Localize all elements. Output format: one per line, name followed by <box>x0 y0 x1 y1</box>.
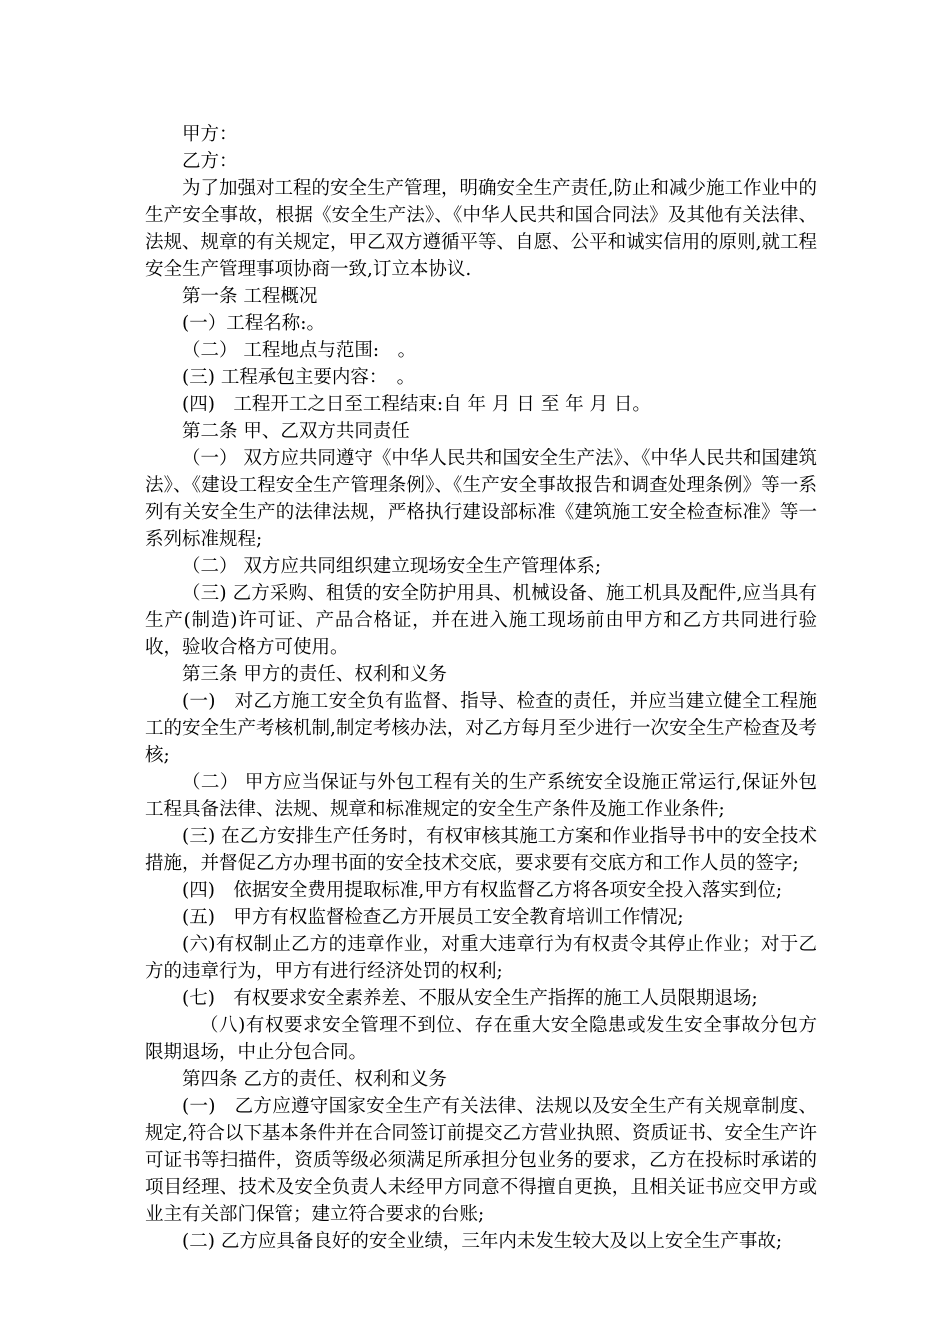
article-3-item-1: (一) 对乙方施工安全负有监督、指导、检查的责任，并应当建立健全工程施工的安全生产考核机制,制定考核办法，对乙方每月至少进行一次安全生产检查及考核; <box>145 691 817 766</box>
article-3-item-6: (六)有权制止乙方的违章作业，对重大违章行为有权责令其停止作业；对于乙方的违章行为，甲方有进行经济处罚的权利; <box>145 934 817 982</box>
article-3-item-7: (七) 有权要求安全素养差、不服从安全生产指挥的施工人员限期退场; <box>182 988 758 1009</box>
article-3-item-5: (五) 甲方有权监督检查乙方开展员工安全教育培训工作情况; <box>182 907 684 928</box>
article-4-item-2: (二) 乙方应具备良好的安全业绩，三年内未发生较大及以上安全生产事故; <box>182 1231 783 1252</box>
article-2-item-1: （一） 双方应共同遵守《中华人民共和国安全生产法》、《中华人民共和国建筑法》、《建设工程安全生产管理条例》、《生产安全事故报告和调查处理条例》等一系列有关安全生产的法律法规，严格执行建设部标准《建筑施工安全检查标准》等一系列标准规程; <box>145 448 817 550</box>
article-1-heading: 第一条 工程概况 <box>182 286 318 307</box>
article-2-heading: 第二条 甲、乙双方共同责任 <box>182 421 410 442</box>
article-1-item-2: （二） 工程地点与范围: 。 <box>182 340 417 361</box>
article-1-item-1: (一）工程名称:。 <box>182 313 325 334</box>
article-3-item-2: （二） 甲方应当保证与外包工程有关的生产系统安全设施正常运行,保证外包工程具备法律、法规、规章和标准规定的安全生产条件及施工作业条件; <box>145 772 817 820</box>
article-3-item-8: （八)有权要求安全管理不到位、存在重大安全隐患或发生安全事故分包方限期退场，中止分包合同。 <box>145 1015 817 1063</box>
article-3-item-3: (三) 在乙方安排生产任务时，有权审核其施工方案和作业指导书中的安全技术措施，并督促乙方办理书面的安全技术交底，要求要有交底方和工作人员的签字; <box>145 826 817 874</box>
article-4-heading: 第四条 乙方的责任、权利和义务 <box>182 1069 447 1090</box>
article-1-item-3: (三) 工程承包主要内容： 。 <box>182 367 416 388</box>
article-4-item-1: (一) 乙方应遵守国家安全生产有关法律、法规以及安全生产有关规章制度、规定,符合以下基本条件并在合同签订前提交乙方营业执照、资质证书、安全生产许可证书等扫描件，资质等级必须满足所承担分包业务的要求，乙方在投标时承诺的项目经理、技术及安全负责人未经甲方同意不得擅自更换，且相关证书应交甲方或业主有关部门保管；建立符合要求的台账; <box>145 1096 817 1225</box>
article-1-item-4: (四) 工程开工之日至工程结束:自 年 月 日 至 年 月 日。 <box>182 394 651 415</box>
article-3-item-4: (四) 依据安全费用提取标准,甲方有权监督乙方将各项安全投入落实到位; <box>182 880 783 901</box>
party-a-line: 甲方： <box>182 124 238 145</box>
article-3-heading: 第三条 甲方的责任、权利和义务 <box>182 664 447 685</box>
document-body <box>145 121 817 1255</box>
article-2-item-3: （三) 乙方采购、租赁的安全防护用具、机械设备、施工机具及配件,应当具有生产(制造)许可证、产品合格证，并在进入施工现场前由甲方和乙方共同进行验收，验收合格方可使用。 <box>145 583 817 658</box>
article-2-item-2: （二） 双方应共同组织建立现场安全生产管理体系; <box>182 556 602 577</box>
preamble-paragraph: 为了加强对工程的安全生产管理，明确安全生产责任,防止和减少施工作业中的生产安全事故，根据《安全生产法》、《中华人民共和国合同法》及其他有关法律、法规、规章的有关规定，甲乙双方遵循平等、自愿、公平和诚实信用的原则,就工程安全生产管理事项协商一致,订立本协议. <box>145 178 817 280</box>
party-b-line: 乙方： <box>182 151 238 172</box>
